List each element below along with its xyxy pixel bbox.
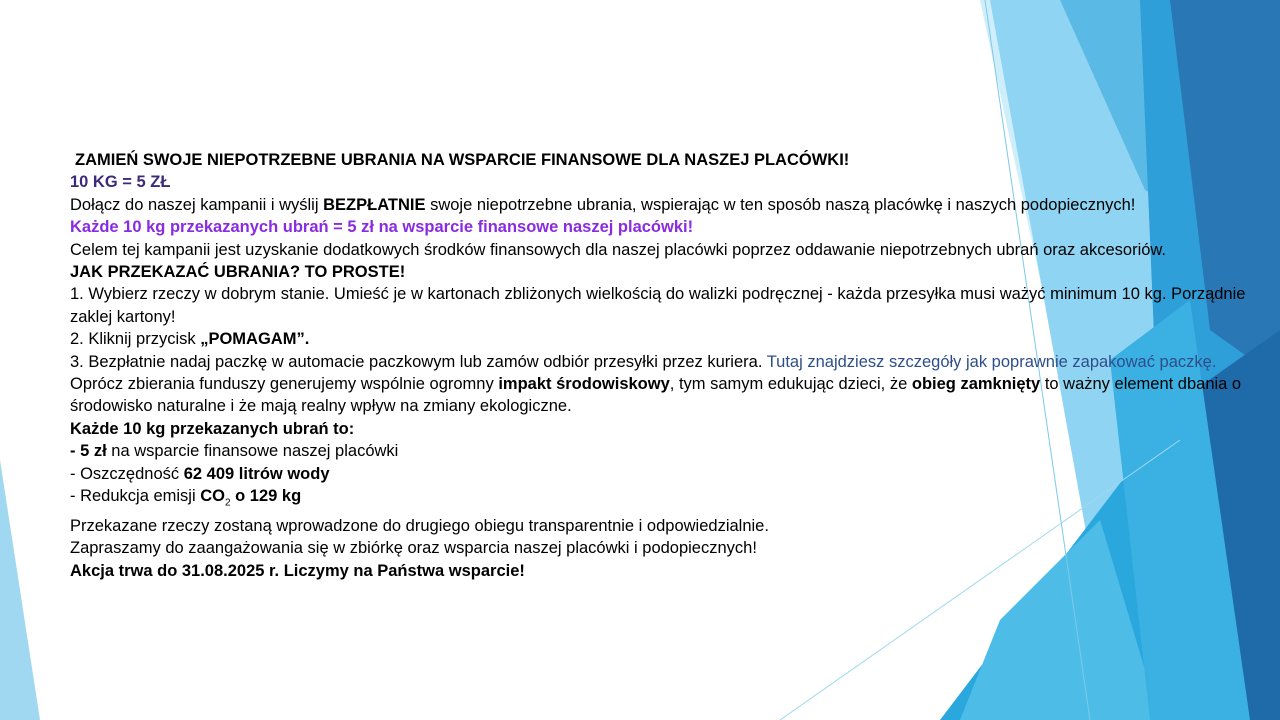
pomagam-label: „POMAGAM”. — [200, 330, 310, 349]
step-3: 3. Bezpłatnie nadaj paczkę w automacie paczkowym lub zamów odbiór przesyłki przez kuriera. Tutaj znajdziesz szczegóły jak poprawnie zapakować paczkę. — [70, 352, 1217, 371]
benefit-co2: - Redukcja emisji $CO_2$ o 129 kg — [70, 487, 302, 509]
benefits-heading: Każde 10 kg przekazanych ubrań to: — [70, 419, 355, 438]
left-accent-shape — [0, 460, 40, 720]
transparency-line: Przekazane rzeczy zostaną wprowadzone do drugiego obiegu transparentnie i odpowiedzialnie. — [70, 516, 769, 535]
invite-line: Zapraszamy do zaangażowania się w zbiórkę oraz wsparcia naszej placówki i podopiecznych! — [70, 539, 757, 558]
closing-line: Akcja trwa do 31.08.2025 r. Liczymy na Państwa wsparcie! — [70, 561, 525, 580]
goal-paragraph: Celem tej kampanii jest uzyskanie dodatkowych środków finansowych dla naszej placówki poprzez oddawanie niepotrzebnych ubrań oraz akcesoriów. — [70, 240, 1167, 259]
impact-paragraph: Oprócz zbierania funduszy generujemy wspólnie ogromny impakt środowiskowy, tym samym edukując dzieci, że obieg zamknięty to ważny element dbania o środowisko naturalne i że mają realny wpływ na zmiany ekologiczne. — [70, 375, 1242, 416]
intro-paragraph: Dołącz do naszej kampanii i wyślij BEZPŁATNIE swoje niepotrzebne ubrania, wspierając w ten sposób naszą placówkę i naszych podopiecznych! — [70, 195, 1136, 214]
slide-title: ZAMIEŃ SWOJE NIEPOTRZEBNE UBRANIA NA WSPARCIE FINANSOWE DLA NASZEJ PLACÓWKI! — [75, 151, 850, 169]
rate-line: 10 KG = 5 ZŁ — [70, 173, 171, 192]
packing-details-link[interactable]: Tutaj znajdziesz szczegóły jak poprawnie zapakować paczkę. — [766, 352, 1217, 371]
benefit-water: - Oszczędność 62 409 litrów wody — [70, 464, 330, 483]
step-2: 2. Kliknij przycisk „POMAGAM”. — [70, 330, 310, 349]
highlight-line: Każde 10 kg przekazanych ubrań = 5 zł na wsparcie finansowe naszej placówki! — [70, 218, 694, 237]
step-1: 1. Wybierz rzeczy w dobrym stanie. Umieść je w kartonach zbliżonych wielkością do walizki podręcznej - każda przesyłka musi ważyć minimum 10 kg. Porządnie zaklej kartony! — [70, 285, 1246, 326]
slide-text — [70, 149, 1260, 582]
how-heading: JAK PRZEKAZAĆ UBRANIA? TO PROSTE! — [70, 263, 406, 282]
benefit-money: - 5 zł na wsparcie finansowe naszej placówki — [70, 442, 399, 461]
